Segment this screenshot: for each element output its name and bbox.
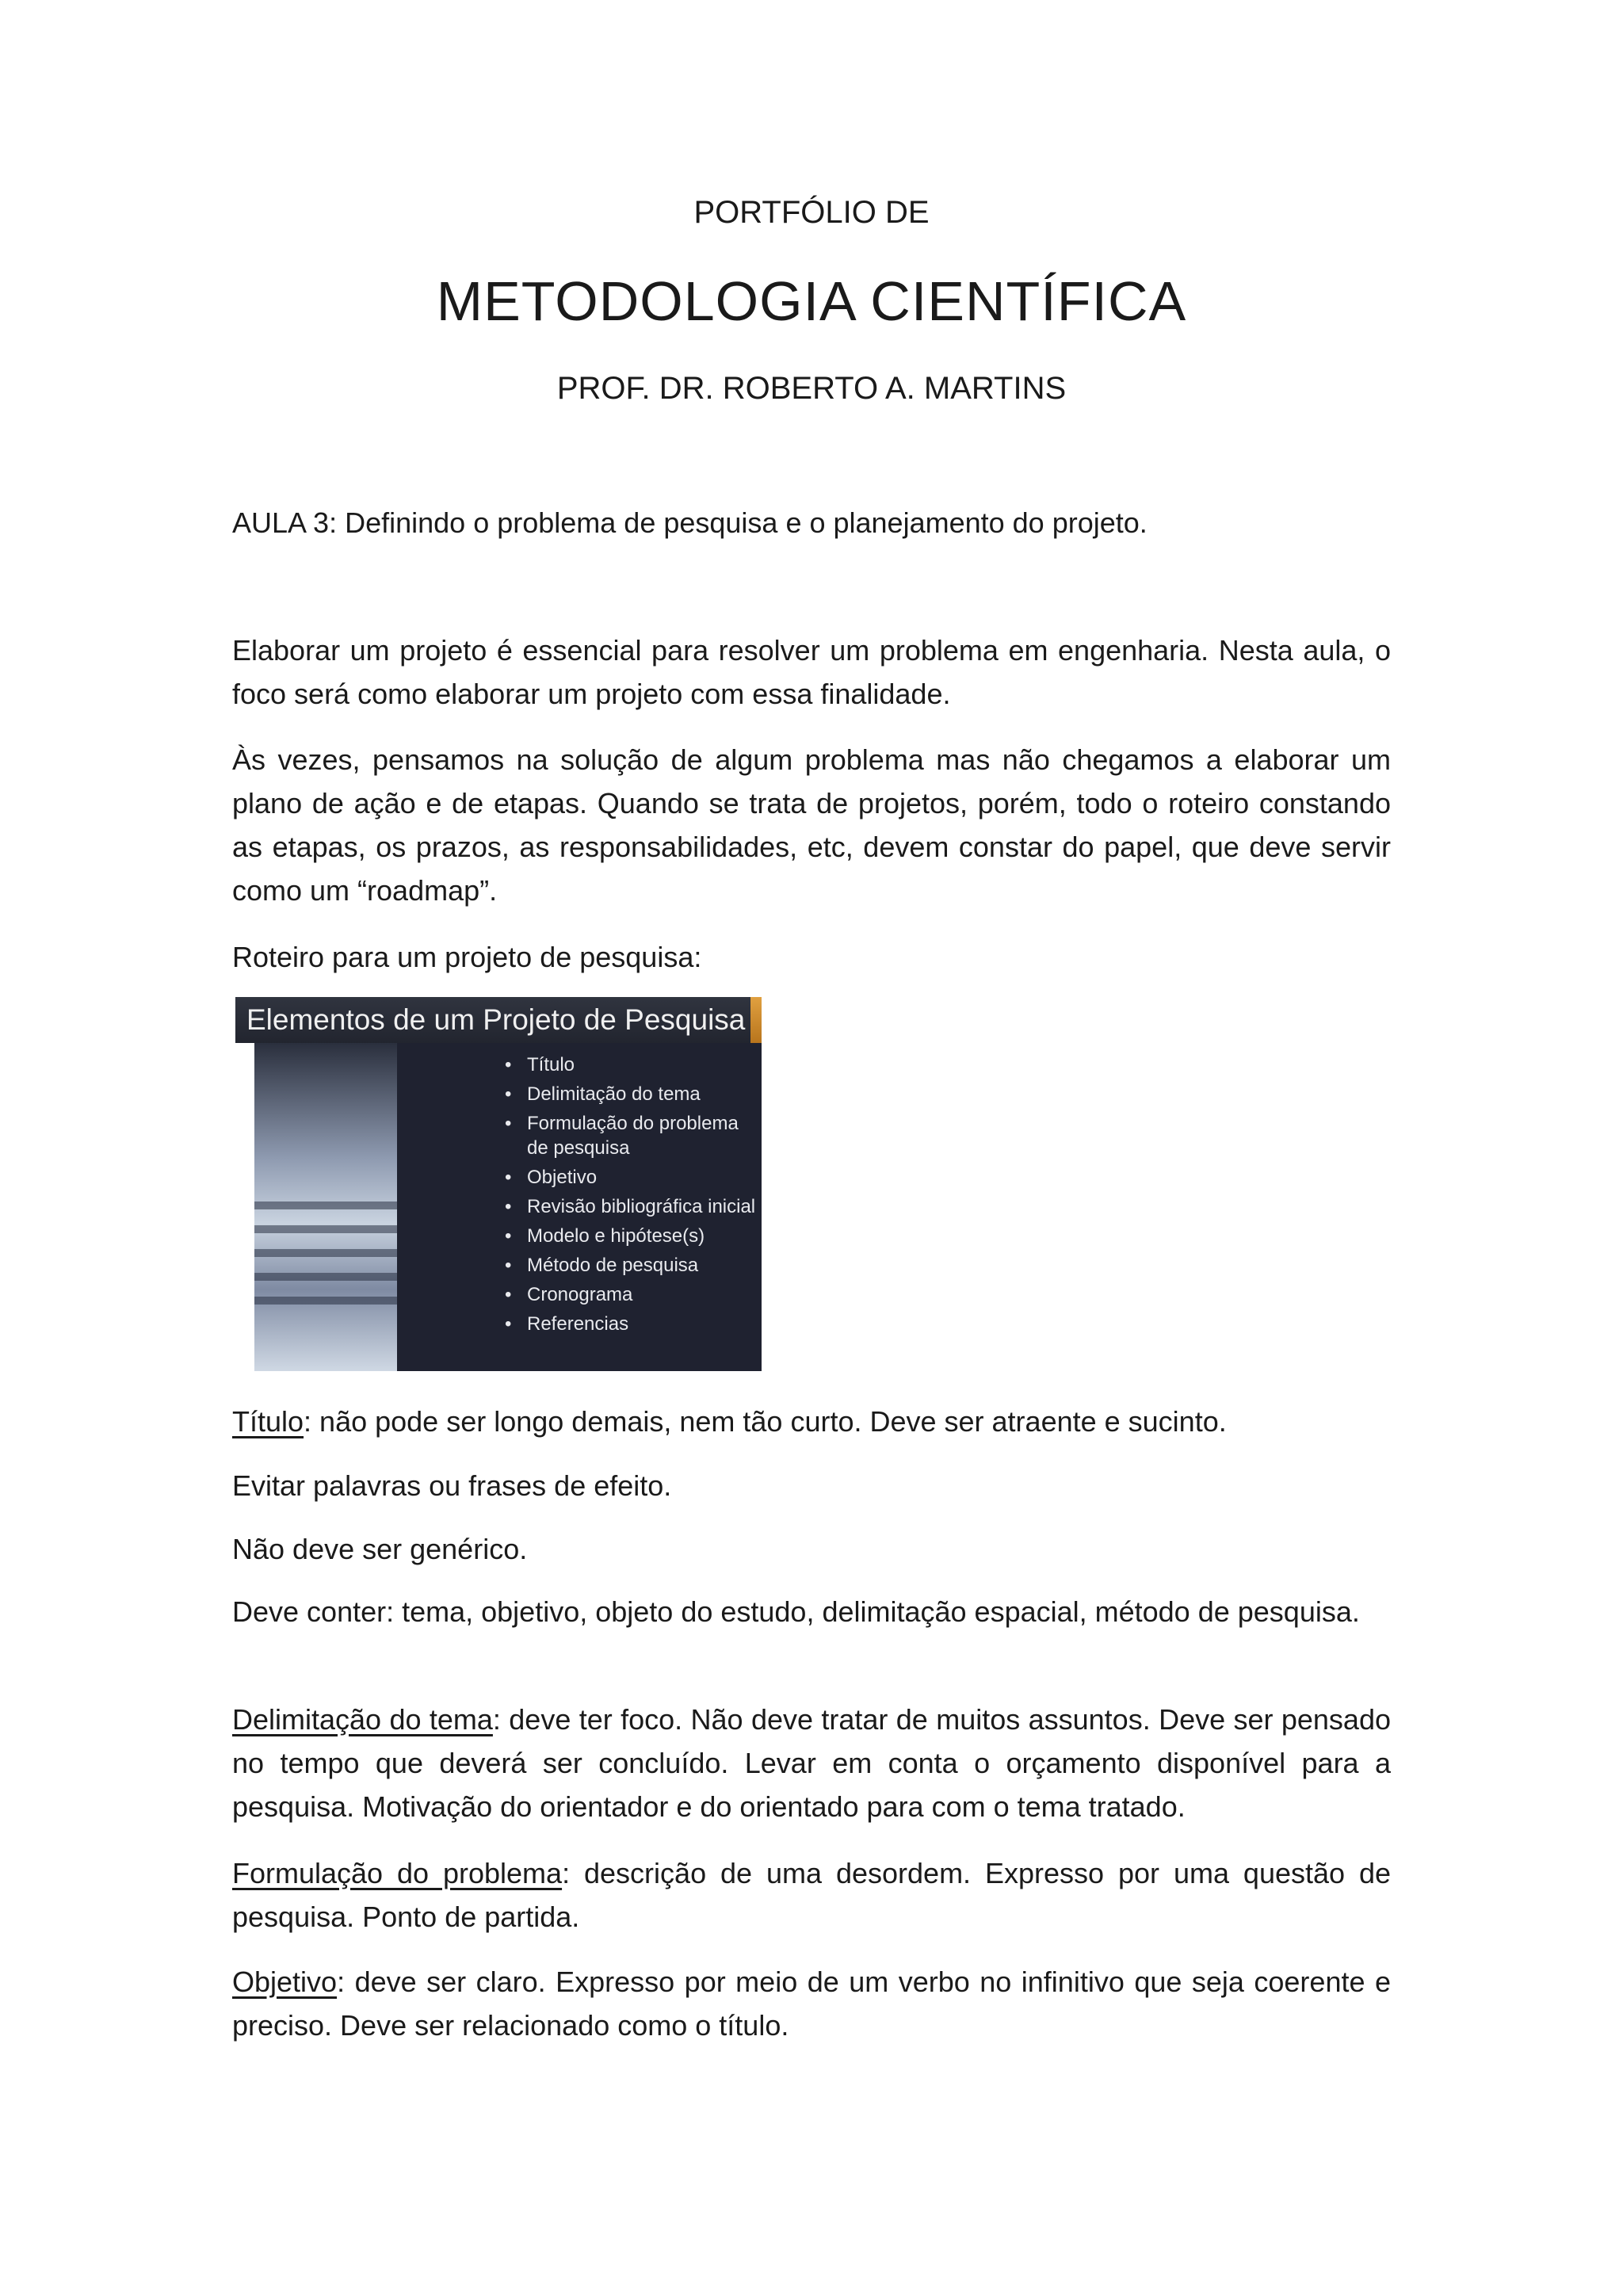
objetivo-term: Objetivo: [232, 1966, 338, 1998]
slide-bullet: • Objetivo: [505, 1165, 762, 1190]
titulo-line-4: Deve conter: tema, objetivo, objeto do estudo, delimitação espacial, método de pesquisa.: [232, 1595, 1360, 1628]
intro-paragraph-2: Às vezes, pensamos na solução de algum problema mas não chegamos a elaborar um plano de ação e de etapas. Quando se trata de projetos, porém, todo o roteiro constando as etapas, os prazos, as responsabilidades, etc, devem constar do papel, que deve servir como um “roadmap”.: [232, 743, 1391, 907]
slide-bullet: • Revisão bibliográfica inicial: [505, 1194, 762, 1219]
slide-bullet: • Delimitação do tema: [505, 1082, 762, 1106]
slide-bullet: • Método de pesquisa: [505, 1253, 762, 1278]
slide-bullet: • Referencias: [505, 1312, 762, 1336]
objetivo-paragraph: [232, 1960, 1391, 2047]
formulacao-paragraph: [232, 1851, 1391, 1939]
header-line: PORTFÓLIO DE: [693, 195, 930, 230]
slide-bullet: • Formulação do problema de pesquisa: [505, 1111, 762, 1160]
slide-image: [235, 997, 762, 1371]
lesson-heading: AULA 3: Definindo o problema de pesquisa e o planejamento do projeto.: [232, 506, 1148, 539]
titulo-term: Título: [232, 1405, 304, 1438]
delimitacao-paragraph: [232, 1698, 1391, 1828]
formulacao-text: : descrição de uma desordem. Expresso por uma questão de pesquisa. Ponto de partida.: [232, 1857, 1392, 1933]
slide-bullet: • Título: [505, 1052, 762, 1077]
titulo-text: : não pode ser longo demais, nem tão curto. Deve ser atraente e sucinto.: [304, 1405, 1227, 1438]
author-line: PROF. DR. ROBERTO A. MARTINS: [556, 371, 1067, 406]
roteiro-label: Roteiro para um projeto de pesquisa:: [232, 941, 702, 973]
slide-accent: [750, 997, 762, 1043]
delimitacao-term: Delimitação do tema: [232, 1703, 493, 1736]
slide-title: Elementos de um Projeto de Pesquisa: [235, 997, 762, 1043]
objetivo-text: : deve ser claro. Expresso por meio de um verbo no infinitivo que seja coerente e preciso. Deve ser relacionado como o título.: [232, 1966, 1391, 2042]
slide-photo-books: [235, 1043, 397, 1371]
intro-paragraph-1: Elaborar um projeto é essencial para resolver um problema em engenharia. Nesta aula, o foco será como elaborar um projeto com essa finalidade.: [232, 634, 1391, 710]
titulo-line-3: Não deve ser genérico.: [232, 1533, 528, 1565]
delimitacao-text: : deve ter foco. Não deve tratar de muitos assuntos. Deve ser pensado no tempo que deverá ser concluído. Levar em conta o orçamento disponível para a pesquisa. Motivação do orientador e do orientado para com o tema tratado.: [232, 1703, 1392, 1823]
titulo-line-2: Evitar palavras ou frases de efeito.: [232, 1469, 672, 1502]
slide-photo-margin: [235, 1043, 254, 1371]
slide-bullet: • Modelo e hipótese(s): [505, 1224, 762, 1248]
slide-bullet-list: [505, 1052, 762, 1341]
document-title: METODOLOGIA CIENTÍFICA: [436, 270, 1187, 332]
titulo-paragraph: [232, 1400, 1391, 1443]
formulacao-term: Formulação do problema: [232, 1857, 563, 1889]
slide-bullet: • Cronograma: [505, 1282, 762, 1307]
